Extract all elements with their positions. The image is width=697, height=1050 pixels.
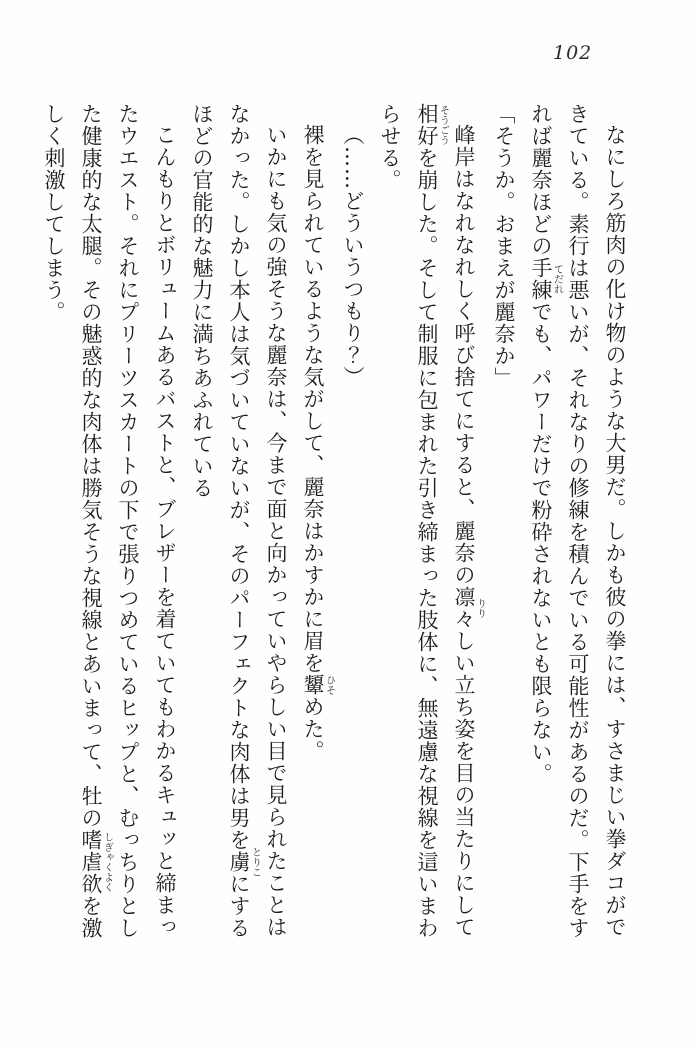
furigana: りり bbox=[474, 586, 486, 630]
paragraph: 「そうか。おまえが麗奈か」 bbox=[492, 103, 516, 389]
ruby-annotated-word: 嗜虐欲しぎゃくよく bbox=[79, 829, 113, 895]
ruby-annotated-word: 手練てだれ bbox=[529, 257, 563, 301]
body-text-block bbox=[33, 103, 633, 944]
paragraph: こんもりとボリュームあるバストと、ブレザーを着ていてもわかるキュッと締まったウエスト。それにプリーツスカートの下で張りつめているヒップと、むっちりとした健康的な太腿。その魅惑的な肉体は勝気そうな視線とあいまって、牡の嗜虐欲しぎゃくよくを激しく刺激してしまう。 bbox=[42, 103, 177, 939]
page-number: 102 bbox=[553, 42, 593, 64]
ruby-annotated-word: 相好そうごう bbox=[415, 103, 449, 147]
paragraph: 裸を見られているような気がして、麗奈はかすかに眉を顰ひそめた。 bbox=[301, 124, 335, 762]
paragraph: （……どういうつもり？） bbox=[341, 124, 365, 388]
furigana: ひそ bbox=[323, 674, 335, 696]
furigana: そうごう bbox=[437, 103, 449, 147]
furigana: しぎゃくよく bbox=[101, 829, 113, 895]
ruby-annotated-word: 顰ひそ bbox=[301, 674, 335, 696]
furigana: てだれ bbox=[551, 257, 563, 301]
ruby-annotated-word: 虜とりこ bbox=[227, 847, 261, 877]
paragraph: いかにも気の強そうな麗奈は、今まで面と向かっていやらしい目で見られたことはなかった。しかし本人は気づいていないが、そのパーフェクトな肉体は男を虜とりこにするほどの官能的な魅力に満ちあふれている bbox=[190, 103, 288, 939]
paragraph: 峰岸はなれなれしく呼び捨てにすると、麗奈の凛々りりしい立ち姿を目の当たりにして相好そうごうを崩した。そして制服に包まれた引き締まった肢体に、無遠慮な視線を這いまわらせる。 bbox=[378, 103, 486, 939]
ruby-annotated-word: 凛々りり bbox=[452, 586, 486, 630]
paragraph: なにしろ筋肉の化け物のような大男だ。しかも彼の拳には、すさまじい拳ダコができている。素行は悪いが、それなりの修練を積んでいる可能性があるのだ。下手をすれば麗奈ほどの手練てだれでも、パワーだけで粉砕されないとも限らない。 bbox=[529, 103, 627, 939]
furigana: とりこ bbox=[249, 847, 261, 877]
